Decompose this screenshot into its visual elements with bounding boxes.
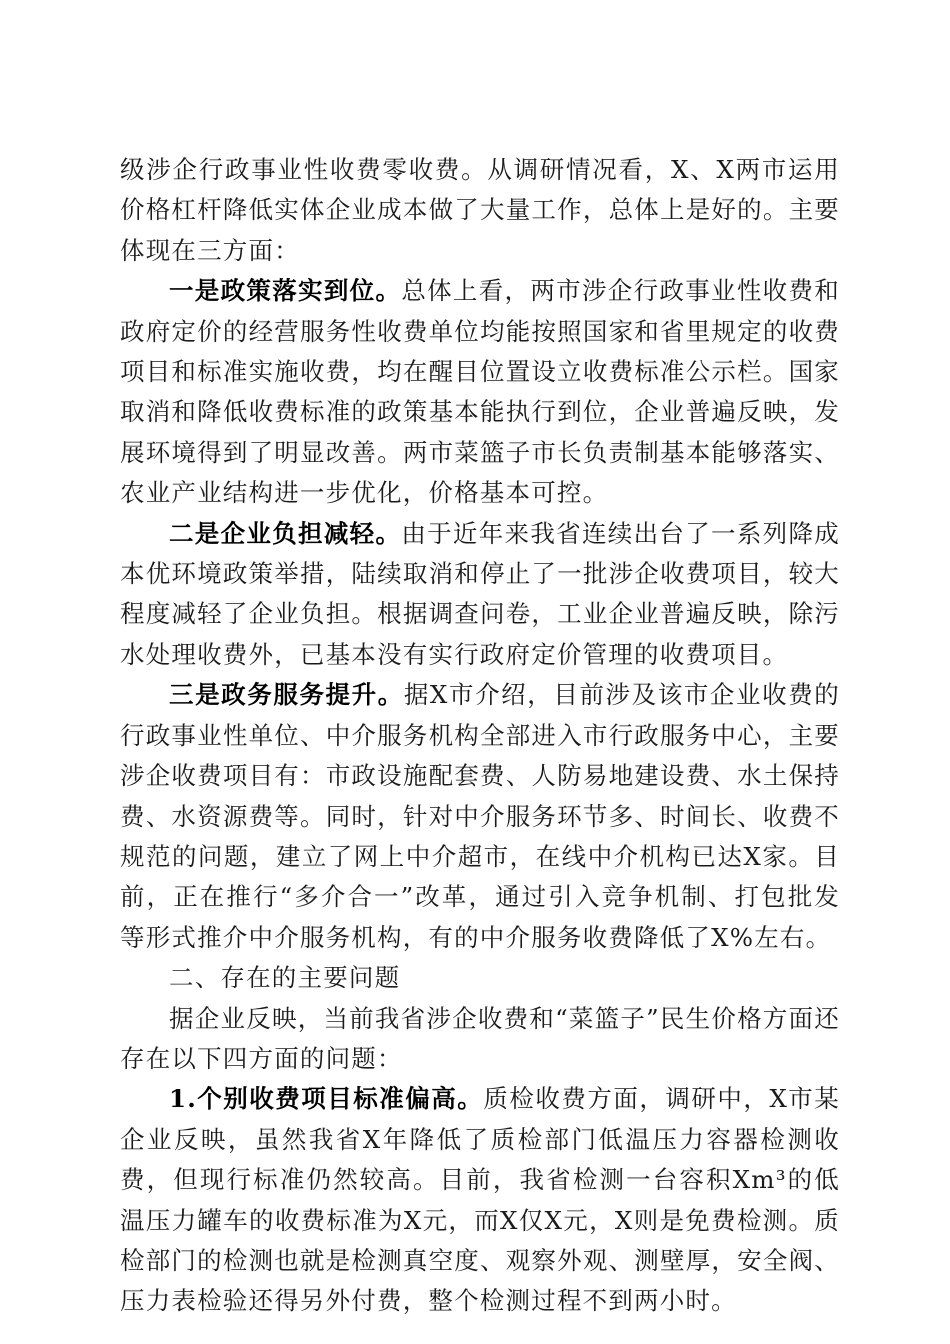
paragraph-service-improvement	[120, 675, 840, 958]
paragraph-intro	[120, 150, 840, 271]
section-intro	[120, 999, 840, 1080]
paragraph-text: 由于近年来我省连续出台了一系列降成本优环境政策举措，陆续取消和停止了一批涉企收费项目，较大程度减轻了企业负担。根据调查问卷，工业企业普遍反映，除污水处理收费外，已基本没有实行政府定价管理的收费项目。	[120, 518, 840, 669]
paragraph-text: 据企业反映，当前我省涉企收费和“菜篮子”民生价格方面还存在以下四方面的问题：	[120, 1003, 840, 1073]
paragraph-burden-reduction	[120, 514, 840, 676]
document-body	[120, 150, 840, 1322]
paragraph-text: 总体上看，两市涉企行政事业性收费和政府定价的经营服务性收费单位均能按照国家和省里规定的收费项目和标准实施收费，均在醒目位置设立收费标准公示栏。国家取消和降低收费标准的政策基本能执行到位，企业普遍反映，发展环境得到了明显改善。两市菜篮子市长负责制基本能够落实、农业产业结构进一步优化，价格基本可控。	[120, 276, 840, 508]
paragraph-lead: 1.个别收费项目标准偏高。	[169, 1084, 484, 1114]
paragraph-lead: 二是企业负担减轻。	[169, 518, 402, 548]
paragraph-issue-1	[120, 1079, 840, 1321]
section-heading: 二、存在的主要问题	[169, 963, 401, 993]
paragraph-lead: 一是政策落实到位。	[169, 276, 402, 306]
paragraph-text: 级涉企行政事业性收费零收费。从调研情况看，X、X两市运用价格杠杆降低实体企业成本做了大量工作，总体上是好的。主要体现在三方面：	[120, 155, 840, 265]
paragraph-text: 据X市介绍，目前涉及该市企业收费的行政事业性单位、中介服务机构全部进入市行政服务中心，主要涉企收费项目有：市政设施配套费、人防易地建设费、水土保持费、水资源费等。同时，针对中介服务环节多、时间长、收费不规范的问题，建立了网上中介超市，在线中介机构已达X家。目前，正在推行“多介合一”改革，通过引入竞争机制、打包批发等形式推介中介服务机构，有的中介服务收费降低了X%左右。	[120, 680, 840, 952]
paragraph-policy-implementation	[120, 271, 840, 513]
paragraph-lead: 三是政务服务提升。	[169, 680, 404, 710]
paragraph-text: 质检收费方面，调研中，X市某企业反映，虽然我省X年降低了质检部门低温压力容器检测收费，但现行标准仍然较高。目前，我省检测一台容积Xm³的低温压力罐车的收费标准为X元，而X仅X元，X则是免费检测。质检部门的检测也就是检测真空度、观察外观、测壁厚，安全阀、压力表检验还得另外付费，整个检测过程不到两小时。	[120, 1084, 840, 1316]
